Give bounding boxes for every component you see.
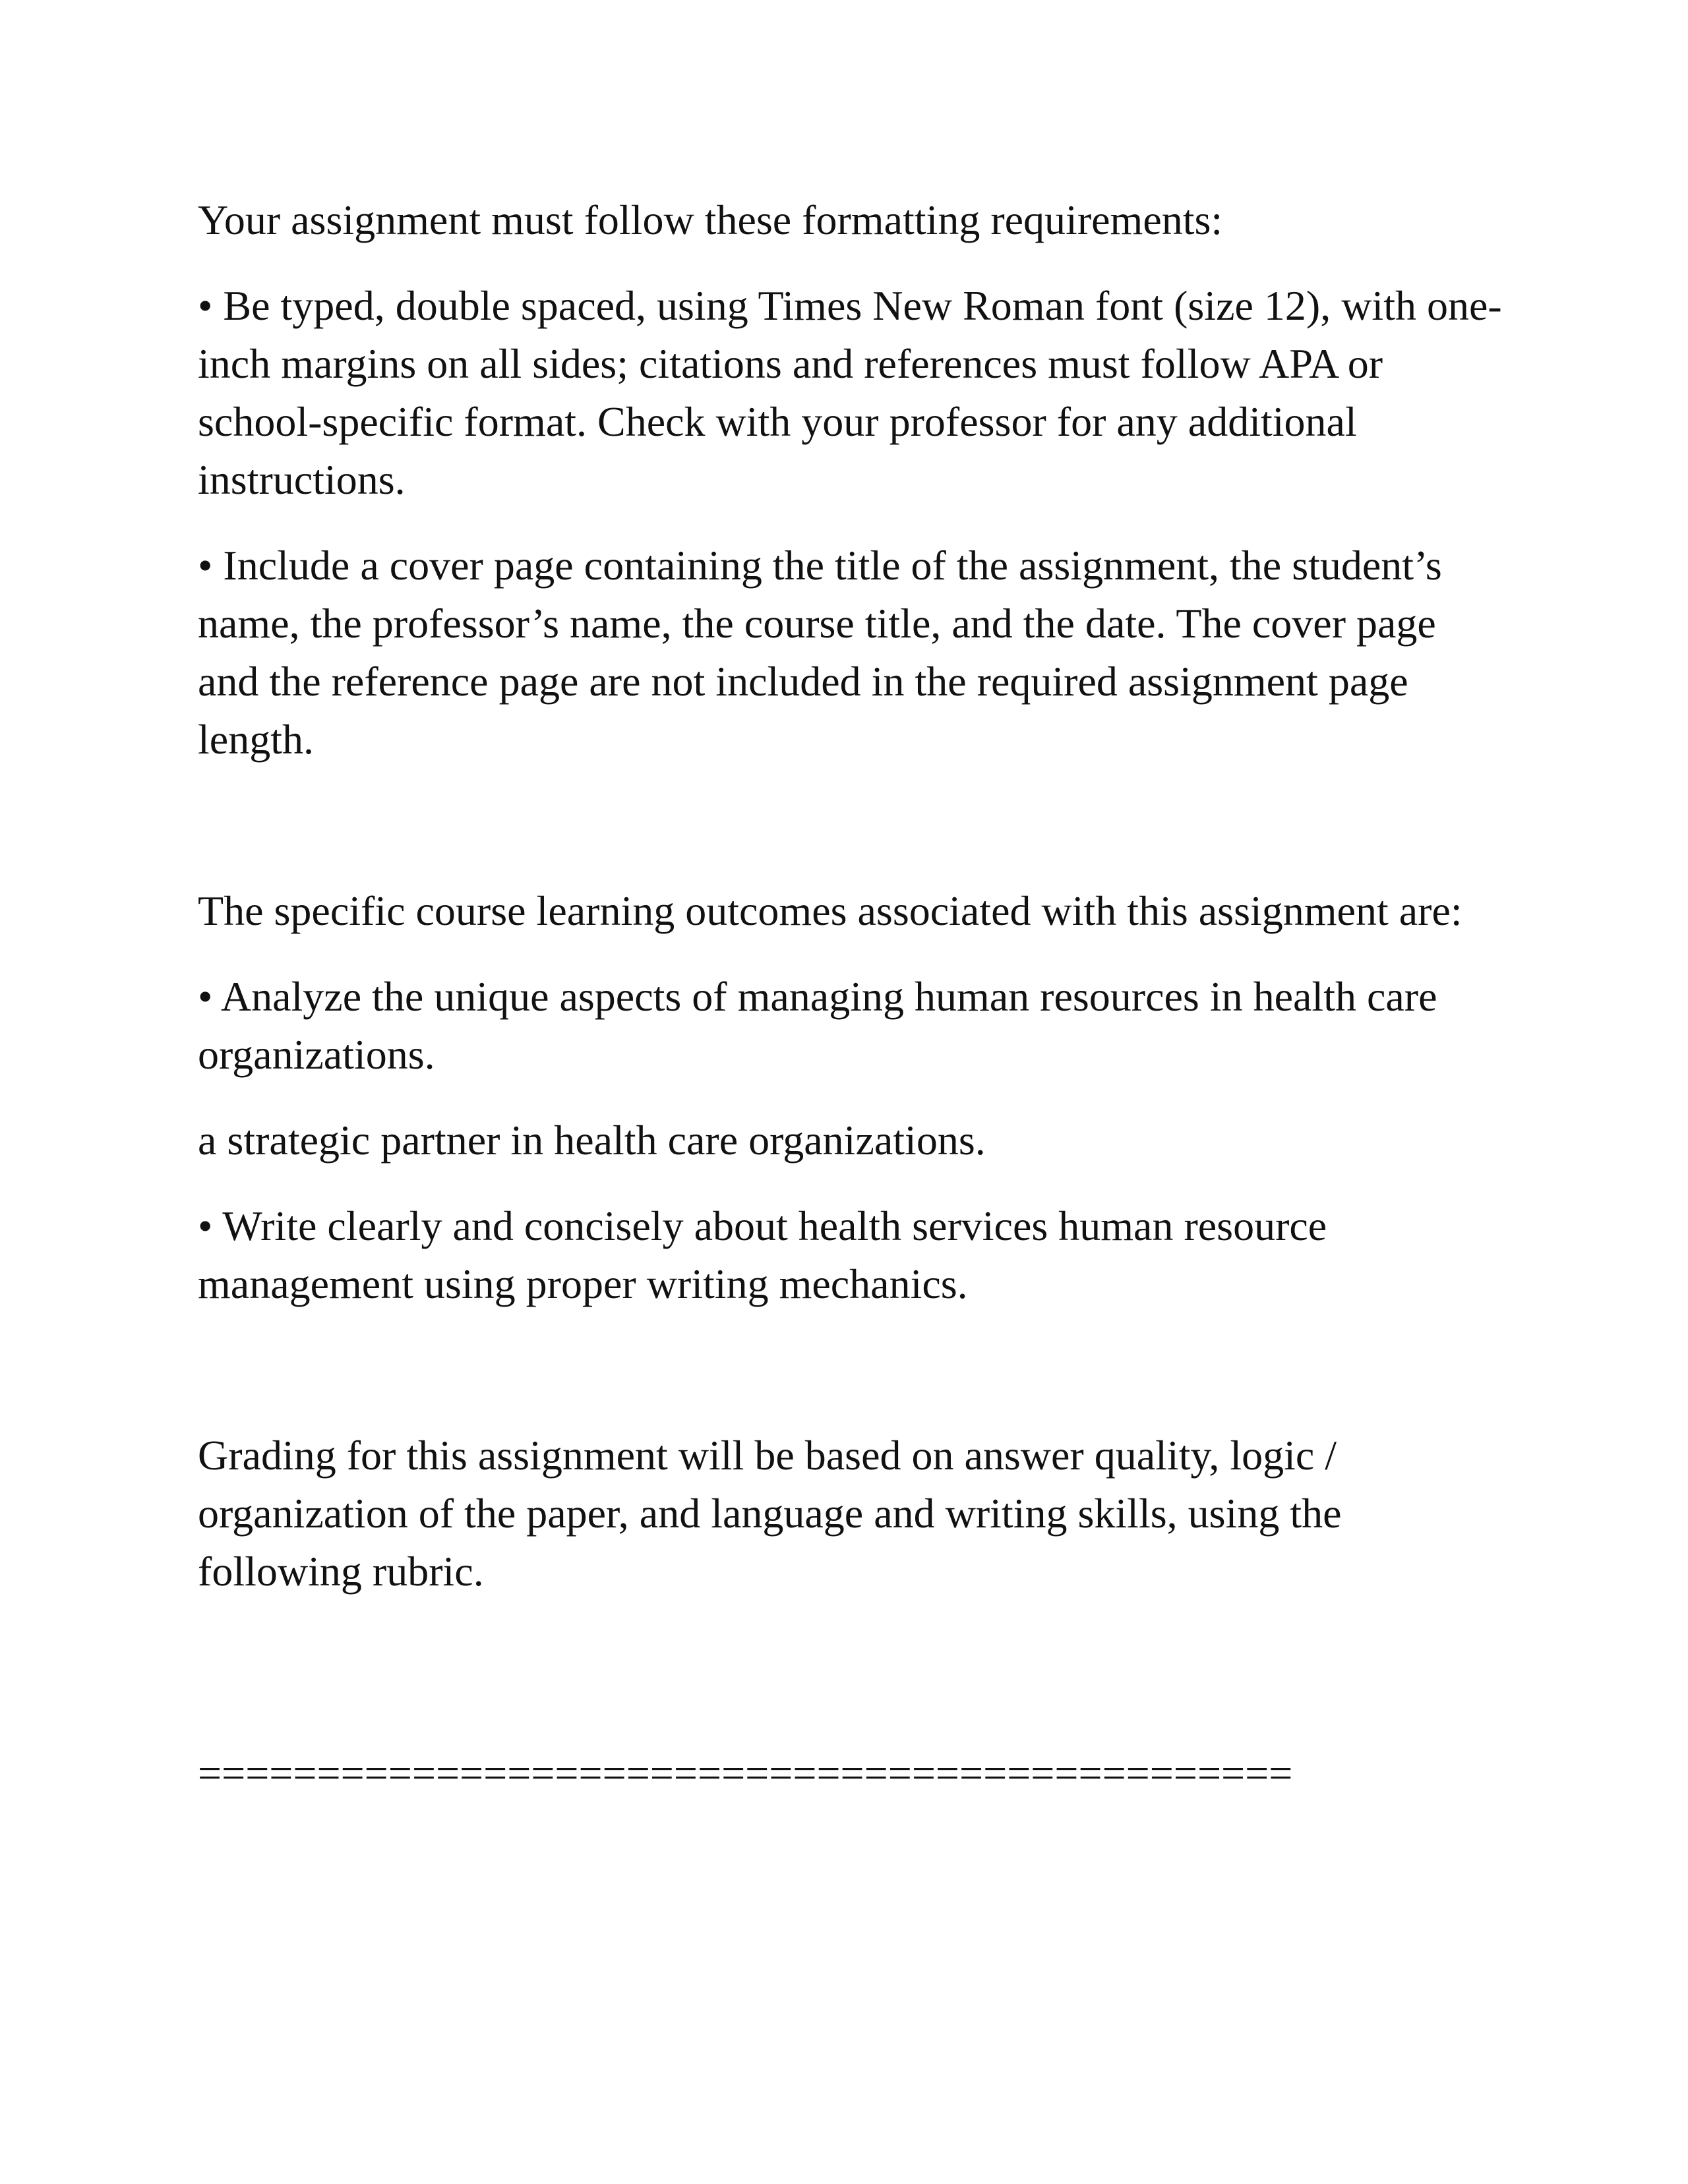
- grading-paragraph: Grading for this assignment will be based on answer quality, logic / organization of the paper, and language and writing skills, using the following rubric.: [198, 1432, 1342, 1595]
- formatting-bullet-typing: • Be typed, double spaced, using Times New Roman font (size 12), with one-inch margins on all sides; citations and references must follow APA or school-specific format. Check with your professor for any additional instructions.: [198, 282, 1502, 503]
- outcomes-intro: The specific course learning outcomes associated with this assignment are:: [198, 887, 1462, 934]
- outcome-item-analyze: • Analyze the unique aspects of managing human resources in health care organizations.: [198, 973, 1437, 1078]
- document-body: [198, 191, 1503, 1802]
- outcome-item-strategic-partner: a strategic partner in health care organizations.: [198, 1117, 986, 1164]
- formatting-bullet-cover-page: • Include a cover page containing the title of the assignment, the student’s name, the professor’s name, the course title, and the date. The cover page and the reference page are not included in the required assignment page length.: [198, 542, 1442, 763]
- separator-line: ==============================================: [198, 1750, 1293, 1796]
- formatting-intro: Your assignment must follow these formatting requirements:: [198, 196, 1223, 243]
- outcome-item-write: • Write clearly and concisely about health services human resource management using proper writing mechanics.: [198, 1202, 1327, 1307]
